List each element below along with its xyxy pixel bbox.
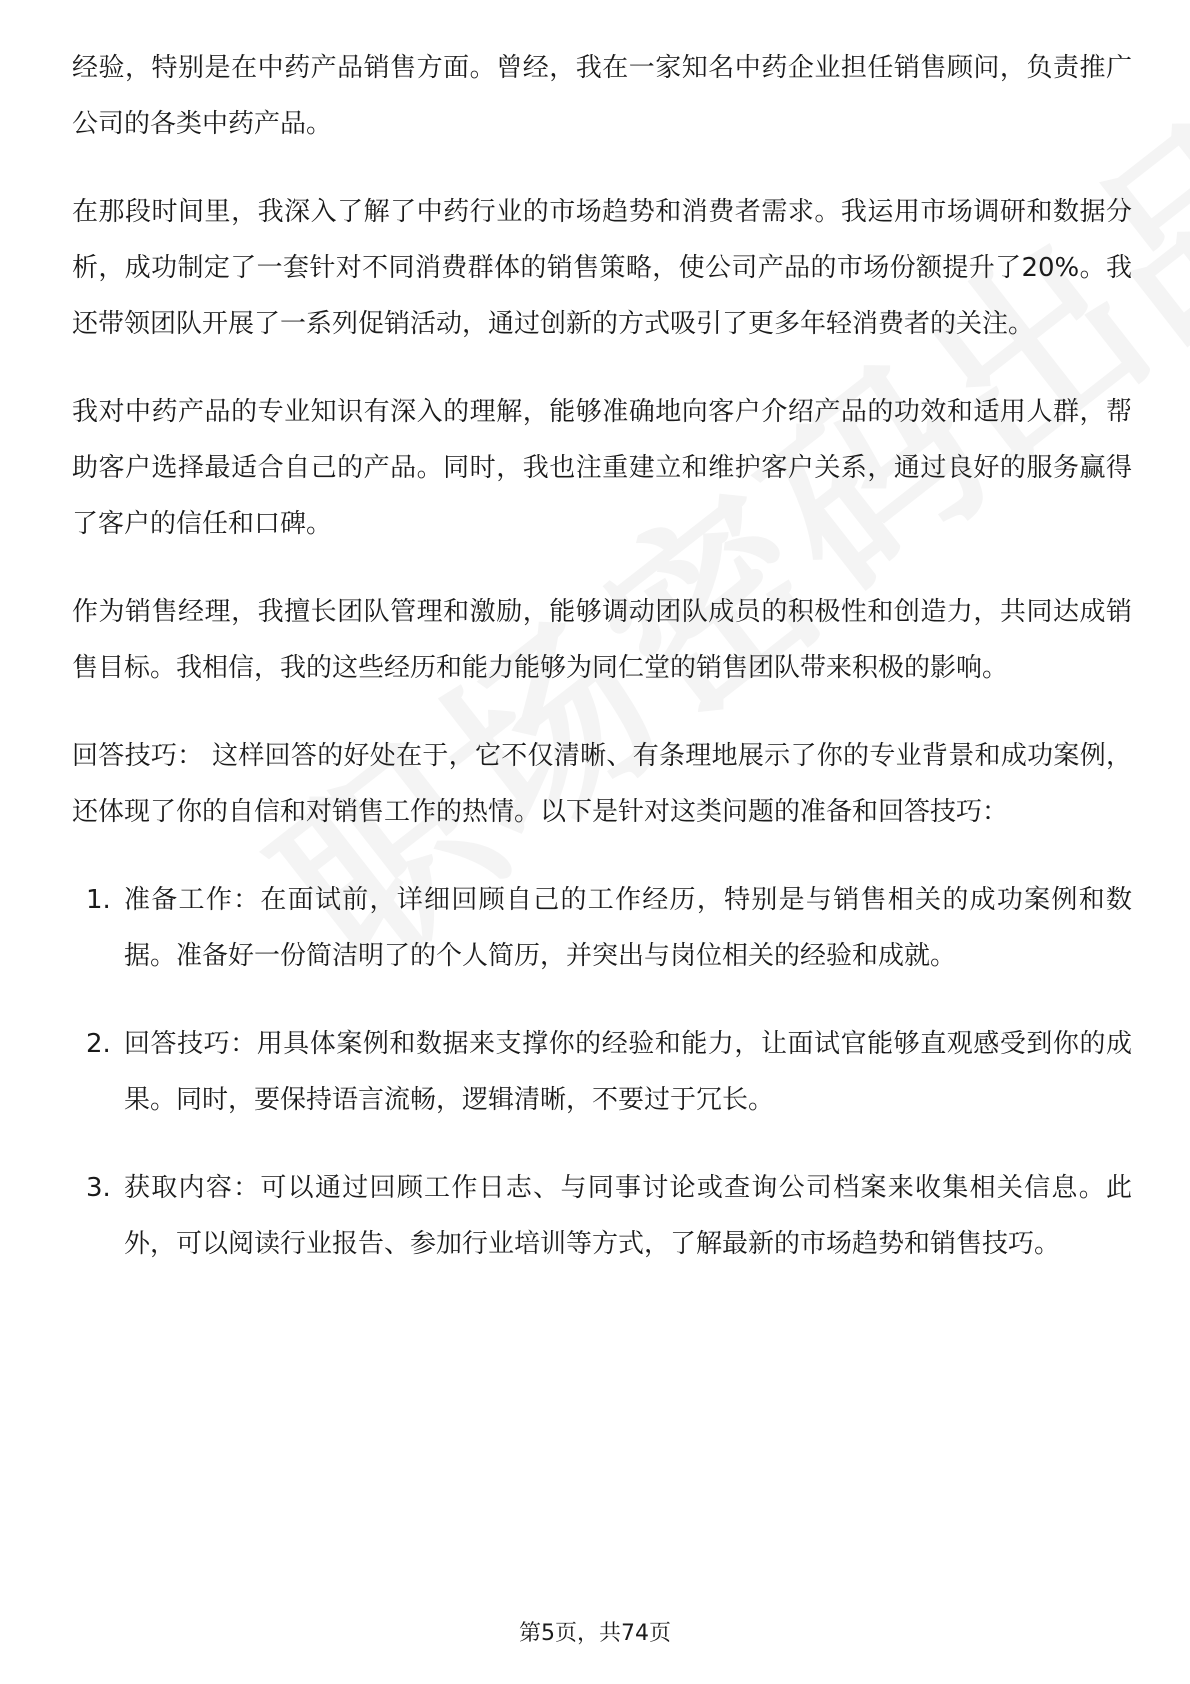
tips-list xyxy=(72,872,1132,1272)
paragraph-product-knowledge: 我对中药产品的专业知识有深入的理解，能够准确地向客户介绍产品的功效和适用人群，帮助客户选择最适合自己的产品。同时，我也注重建立和维护客户关系，通过良好的服务赢得了客户的信任和口碑。 xyxy=(72,397,1132,539)
list-item-number: 3. xyxy=(86,1173,111,1203)
paragraph-answer-tips: 回答技巧： 这样回答的好处在于，它不仅清晰、有条理地展示了你的专业背景和成功案例，还体现了你的自信和对销售工作的热情。以下是针对这类问题的准备和回答技巧： xyxy=(72,741,1132,827)
list-item-text: 准备工作：在面试前，详细回顾自己的工作经历，特别是与销售相关的成功案例和数据。准备好一份简洁明了的个人简历，并突出与岗位相关的经验和成就。 xyxy=(124,885,1132,971)
list-item xyxy=(72,872,1132,984)
page-number-footer: 第5页，共74页 xyxy=(519,1621,671,1646)
page-content xyxy=(72,40,1132,1304)
list-item-number: 2. xyxy=(86,1029,111,1059)
paragraph-team-management: 作为销售经理，我擅长团队管理和激励，能够调动团队成员的积极性和创造力，共同达成销售目标。我相信，我的这些经历和能力能够为同仁堂的销售团队带来积极的影响。 xyxy=(72,597,1132,683)
list-item-text: 回答技巧：用具体案例和数据来支撑你的经验和能力，让面试官能够直观感受到你的成果。同时，要保持语言流畅，逻辑清晰，不要过于冗长。 xyxy=(124,1029,1132,1115)
list-item-text: 获取内容：可以通过回顾工作日志、与同事讨论或查询公司档案来收集相关信息。此外，可以阅读行业报告、参加行业培训等方式，了解最新的市场趋势和销售技巧。 xyxy=(124,1173,1132,1259)
list-item xyxy=(72,1016,1132,1128)
list-item xyxy=(72,1160,1132,1272)
paragraph-experience-intro: 经验，特别是在中药产品销售方面。曾经，我在一家知名中药企业担任销售顾问，负责推广公司的各类中药产品。 xyxy=(72,53,1132,139)
paragraph-market-trends: 在那段时间里，我深入了解了中药行业的市场趋势和消费者需求。我运用市场调研和数据分析，成功制定了一套针对不同消费群体的销售策略，使公司产品的市场份额提升了20%。我还带领团队开展了一系列促销活动，通过创新的方式吸引了更多年轻消费者的关注。 xyxy=(72,197,1132,339)
list-item-number: 1. xyxy=(86,885,111,915)
